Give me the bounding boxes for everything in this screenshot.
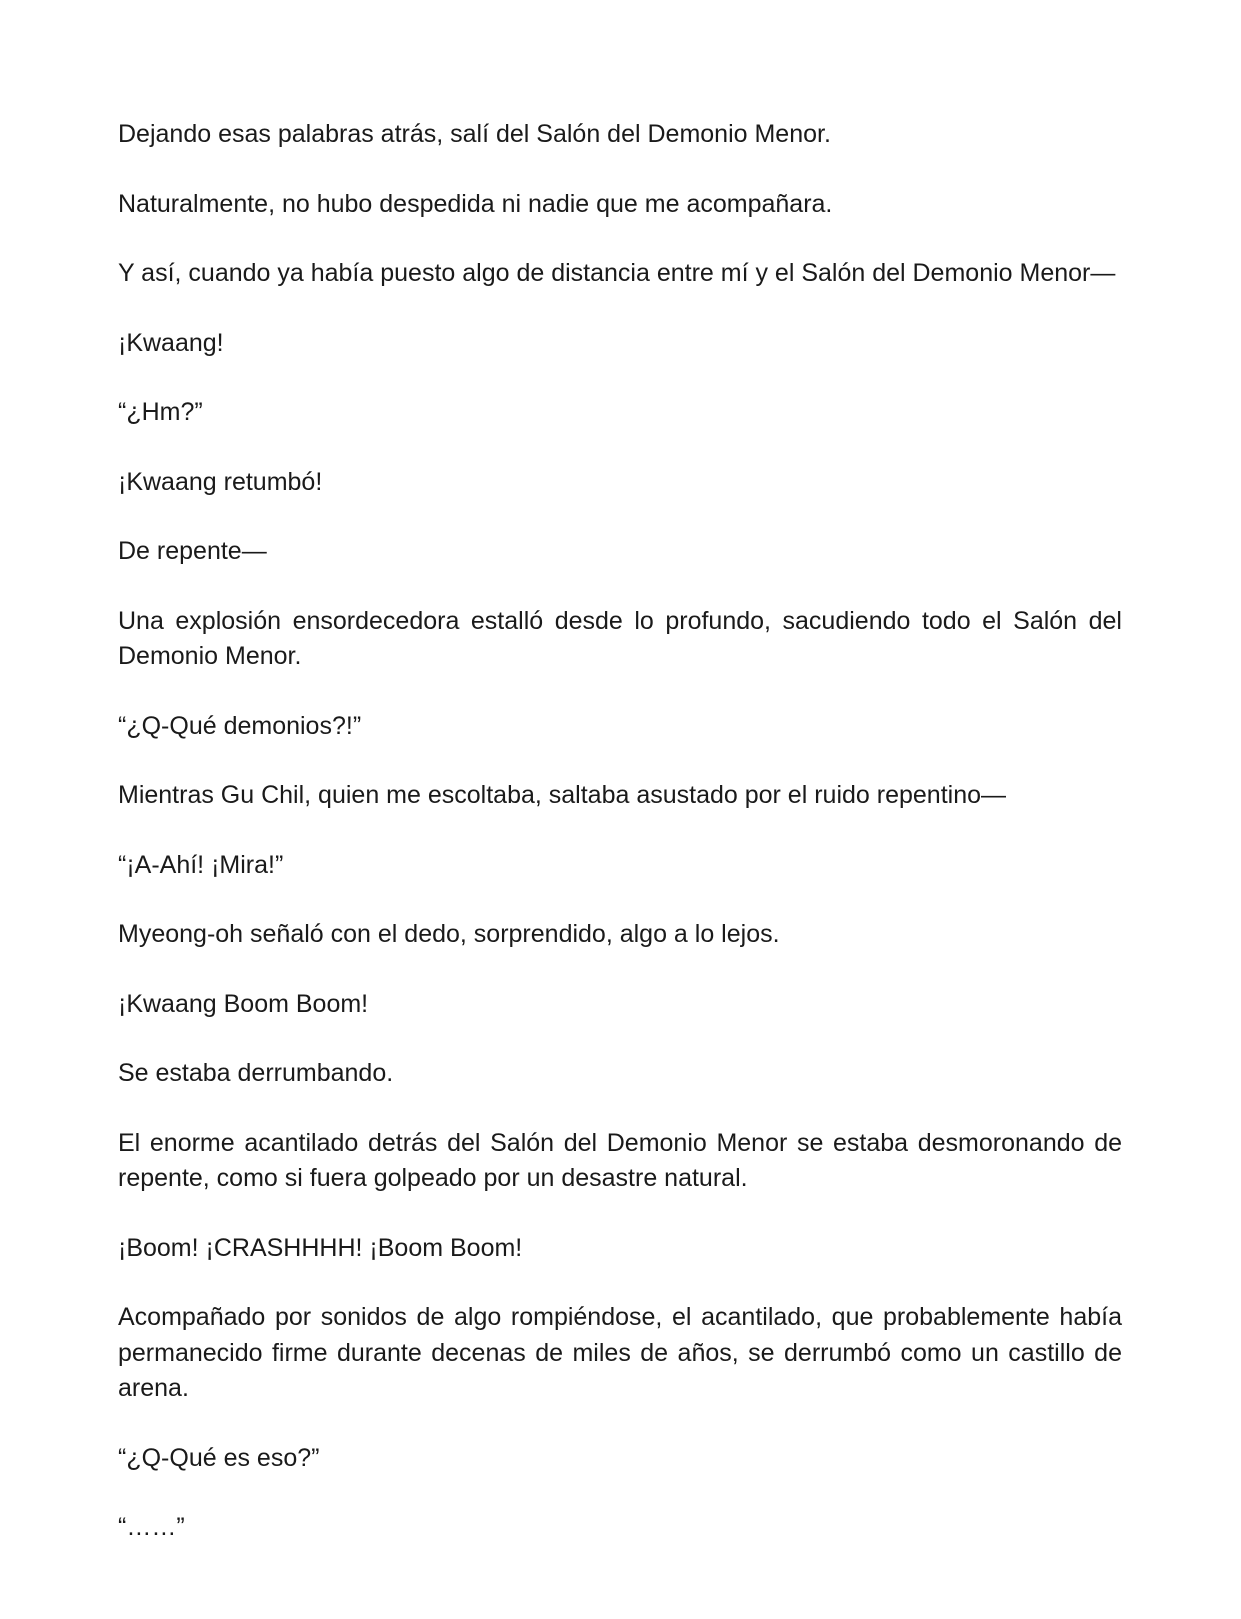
paragraph: “¿Hm?” [118, 398, 203, 426]
paragraph: Y así, cuando ya había puesto algo de distancia entre mí y el Salón del Demonio Menor— [118, 259, 1116, 287]
paragraph: Acompañado por sonidos de algo rompiéndose, el acantilado, que probablemente había permanecido firme durante decenas de miles de años, se derrumbó como un castillo de arena. [118, 1303, 1122, 1402]
paragraph: “¿Q-Qué es eso?” [118, 1443, 320, 1472]
paragraph: Se estaba derrumbando. [118, 1059, 394, 1087]
paragraph: “¿Q-Qué demonios?!” [118, 711, 362, 740]
paragraph: El enorme acantilado detrás del Salón del Demonio Menor se estaba desmoronando de repente, como si fuera golpeado por un desastre natural. [118, 1128, 1122, 1192]
paragraph: ¡Kwaang retumbó! [118, 467, 323, 496]
paragraph: “……” [118, 1513, 185, 1541]
paragraph: “¡A-Ahí! ¡Mira!” [118, 850, 284, 879]
paragraph: Naturalmente, no hubo despedida ni nadie que me acompañara. [118, 189, 833, 218]
paragraph: De repente— [118, 537, 267, 565]
text-body [118, 117, 1122, 1580]
paragraph: Una explosión ensordecedora estalló desde lo profundo, sacudiendo todo el Salón del Demonio Menor. [118, 606, 1122, 670]
paragraph: ¡Kwaang! [118, 328, 224, 357]
paragraph: Myeong-oh señaló con el dedo, sorprendido, algo a lo lejos. [118, 920, 780, 948]
paragraph: ¡Kwaang Boom Boom! [118, 989, 369, 1018]
paragraph: Dejando esas palabras atrás, salí del Salón del Demonio Menor. [118, 120, 831, 148]
paragraph: ¡Boom! ¡CRASHHHH! ¡Boom Boom! [118, 1233, 523, 1262]
paragraph: Mientras Gu Chil, quien me escoltaba, saltaba asustado por el ruido repentino— [118, 781, 1007, 809]
